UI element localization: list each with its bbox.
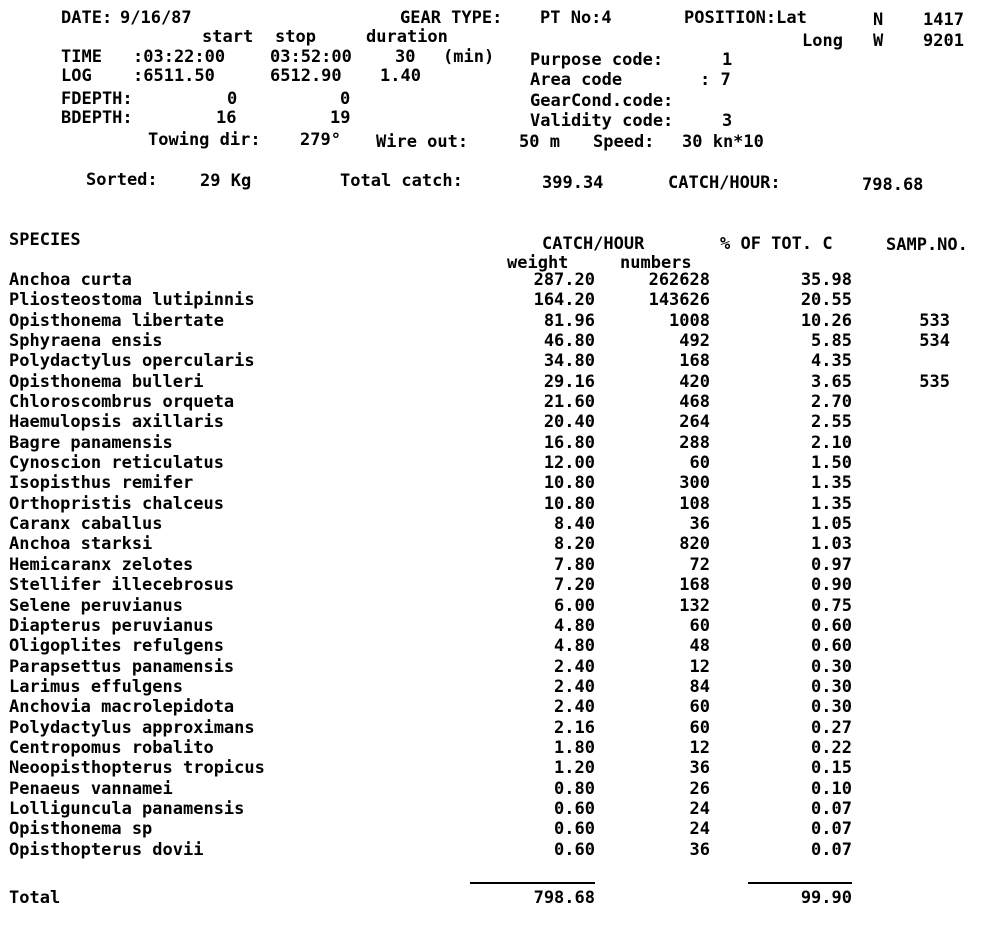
- date-value: 9/16/87: [120, 8, 192, 28]
- weight-value: 0.60: [554, 839, 595, 860]
- weight-value: 21.60: [543, 392, 595, 413]
- log-start: :6511.50: [133, 66, 215, 86]
- sorted-value: 29 Kg: [200, 171, 252, 191]
- percent-value: 0.97: [811, 554, 852, 575]
- time-duration: 30: [395, 47, 416, 67]
- weight-value: 8.40: [554, 514, 595, 535]
- species-name: Opisthonema libertate: [9, 310, 224, 331]
- percent-value: 3.65: [811, 371, 852, 392]
- numbers-value: 60: [689, 697, 710, 718]
- catch-per-hour-column-header: CATCH/HOUR: [542, 234, 645, 254]
- percent-value: 0.90: [811, 575, 852, 596]
- sample-number-value: [890, 514, 950, 534]
- percent-value: 2.55: [811, 412, 852, 433]
- numbers-value: 24: [689, 798, 710, 819]
- sample-number-value: 535: [919, 371, 950, 392]
- numbers-value: 300: [679, 473, 710, 494]
- area-code-label: Area code: [530, 70, 623, 90]
- gear-type-label: GEAR TYPE:: [400, 8, 503, 28]
- weight-value: 287.20: [533, 270, 595, 290]
- species-name: Selene peruvianus: [9, 595, 183, 616]
- numbers-value: 420: [679, 371, 710, 392]
- log-label: LOG: [61, 66, 92, 86]
- log-duration: 1.40: [380, 66, 421, 86]
- species-name: Orthopristis chalceus: [9, 493, 224, 514]
- sample-number-value: [890, 473, 950, 493]
- species-name: Caranx caballus: [9, 514, 163, 535]
- sample-number-value: [890, 596, 950, 616]
- numbers-value: 12: [689, 737, 710, 758]
- position-label: POSITION:Lat: [684, 8, 807, 28]
- column-stop-label: stop: [275, 27, 316, 47]
- sample-number-column: [890, 270, 950, 860]
- numbers-value: 24: [689, 819, 710, 840]
- weight-value: 0.80: [554, 778, 595, 799]
- validity-code-value: 3: [722, 111, 733, 131]
- area-code-value: : 7: [700, 70, 731, 90]
- species-name: Lolliguncula panamensis: [9, 798, 245, 819]
- long-value: 9201: [923, 31, 964, 51]
- log-stop: 6512.90: [270, 66, 342, 86]
- weight-value: 4.80: [554, 615, 595, 636]
- species-name: Centropomus robalito: [9, 737, 214, 758]
- total-catch-label: Total catch:: [340, 171, 463, 191]
- weight-column-header: weight: [507, 253, 569, 273]
- sample-number-value: [890, 351, 950, 371]
- numbers-value: 36: [689, 514, 710, 535]
- percent-value: 5.85: [811, 331, 852, 352]
- weight-value: 2.16: [554, 717, 595, 738]
- sample-number-value: [890, 819, 950, 839]
- towing-direction-value: 279°: [300, 130, 341, 150]
- speed-value: 30 kn*10: [682, 132, 764, 152]
- percent-value: 4.35: [811, 351, 852, 372]
- percent-value: 0.15: [811, 758, 852, 779]
- numbers-value: 132: [679, 595, 710, 616]
- fdepth-start: 0: [227, 89, 238, 109]
- numbers-value: 60: [689, 453, 710, 474]
- sample-number-value: [890, 433, 950, 453]
- weight-value: 16.80: [543, 432, 595, 453]
- purpose-code-label: Purpose code:: [530, 50, 664, 70]
- sample-number-value: [890, 392, 950, 412]
- species-name: Neoopisthopterus tropicus: [9, 758, 265, 779]
- weight-value: 0.60: [554, 819, 595, 840]
- species-column-header: SPECIES: [9, 230, 81, 250]
- species-column: [9, 270, 429, 860]
- validity-code-label: Validity code:: [530, 111, 674, 131]
- percent-value: 35.98: [800, 270, 852, 290]
- species-name: Opisthopterus dovii: [9, 839, 204, 860]
- gear-condition-label: GearCond.code:: [530, 91, 674, 111]
- weight-value: 6.00: [554, 595, 595, 616]
- weight-value: 10.80: [543, 473, 595, 494]
- percent-value: 20.55: [800, 290, 852, 311]
- weight-value: 34.80: [543, 351, 595, 372]
- percent-value: 0.07: [811, 819, 852, 840]
- weight-value: 81.96: [543, 310, 595, 331]
- species-name: Chloroscombrus orqueta: [9, 392, 235, 413]
- species-name: Polydactylus approximans: [9, 717, 255, 738]
- weight-value: 7.20: [554, 575, 595, 596]
- numbers-value: 84: [689, 676, 710, 697]
- sample-number-value: [890, 270, 950, 290]
- sample-number-value: [890, 616, 950, 636]
- numbers-value: 108: [679, 493, 710, 514]
- species-name: Isopisthus remifer: [9, 473, 194, 494]
- total-label: Total: [9, 888, 61, 908]
- species-name: Anchovia macrolepidota: [9, 697, 235, 718]
- sample-number-value: [890, 290, 950, 310]
- sample-number-value: [890, 677, 950, 697]
- weight-value: 8.20: [554, 534, 595, 555]
- weight-value: 12.00: [543, 453, 595, 474]
- date-label: DATE:: [61, 8, 113, 28]
- numbers-value: 48: [689, 636, 710, 657]
- weight-value: 29.16: [543, 371, 595, 392]
- total-weight: 798.68: [533, 888, 595, 908]
- weight-value: 164.20: [533, 290, 595, 311]
- percent-value: 0.30: [811, 656, 852, 677]
- numbers-value: 26: [689, 778, 710, 799]
- numbers-value: 168: [679, 351, 710, 372]
- percent-value: 0.60: [811, 615, 852, 636]
- sample-number-value: [890, 758, 950, 778]
- percent-value: 0.07: [811, 798, 852, 819]
- column-start-label: start: [202, 27, 254, 47]
- sample-number-value: [890, 453, 950, 473]
- numbers-value: 36: [689, 839, 710, 860]
- species-name: Bagre panamensis: [9, 432, 173, 453]
- gear-type-value: PT No:4: [540, 8, 612, 28]
- sample-number-value: [890, 412, 950, 432]
- percent-value: 0.27: [811, 717, 852, 738]
- numbers-value: 492: [679, 331, 710, 352]
- total-percent: 99.90: [800, 888, 852, 908]
- column-duration-label: duration: [366, 27, 448, 47]
- percent-of-total-column-header: % OF TOT. C: [720, 234, 833, 254]
- percent-value: 1.35: [811, 493, 852, 514]
- sample-number-value: 534: [919, 331, 950, 352]
- percent-value: 1.05: [811, 514, 852, 535]
- catch-per-hour-value: 798.68: [862, 175, 924, 195]
- species-name: Oligoplites refulgens: [9, 636, 224, 657]
- long-label: Long: [802, 31, 843, 51]
- bdepth-stop: 19: [330, 108, 351, 128]
- percent-value: 0.60: [811, 636, 852, 657]
- percent-value: 0.07: [811, 839, 852, 860]
- species-name: Anchoa starksi: [9, 534, 153, 555]
- weight-value: 1.80: [554, 737, 595, 758]
- species-name: Pliosteostoma lutipinnis: [9, 290, 255, 311]
- bdepth-label: BDEPTH:: [61, 108, 133, 128]
- total-catch-value: 399.34: [542, 173, 604, 193]
- sample-number-value: [890, 718, 950, 738]
- sample-number-value: 533: [919, 310, 950, 331]
- numbers-value: 60: [689, 615, 710, 636]
- weight-value: 20.40: [543, 412, 595, 433]
- lat-hemisphere: N: [873, 10, 884, 30]
- sample-number-value: [890, 799, 950, 819]
- sample-number-value: [890, 555, 950, 575]
- sample-number-value: [890, 779, 950, 799]
- sample-number-column-header: SAMP.NO.: [886, 235, 968, 255]
- weight-value: 4.80: [554, 636, 595, 657]
- sample-number-value: [890, 657, 950, 677]
- numbers-value: 264: [679, 412, 710, 433]
- wire-out-value: 50 m: [519, 132, 560, 152]
- speed-label: Speed:: [593, 132, 655, 152]
- bdepth-start: 16: [216, 108, 237, 128]
- weight-value: 2.40: [554, 697, 595, 718]
- weight-value: 46.80: [543, 331, 595, 352]
- percent-value: 0.10: [811, 778, 852, 799]
- weight-column: [480, 270, 595, 860]
- percent-value: 0.75: [811, 595, 852, 616]
- time-start: :03:22:00: [133, 47, 226, 67]
- numbers-column-header: numbers: [620, 253, 692, 273]
- numbers-value: 1008: [669, 310, 710, 331]
- species-name: Polydactylus opercularis: [9, 351, 255, 372]
- percent-value: 0.30: [811, 697, 852, 718]
- sample-number-value: [890, 738, 950, 758]
- species-name: Anchoa curta: [9, 270, 132, 290]
- weight-total-rule: [470, 882, 595, 884]
- species-name: Hemicaranx zelotes: [9, 554, 194, 575]
- species-name: Diapterus peruvianus: [9, 615, 214, 636]
- percent-total-rule: [748, 882, 852, 884]
- towing-direction-label: Towing dir:: [148, 130, 261, 150]
- numbers-value: 168: [679, 575, 710, 596]
- lat-value: 1417: [923, 10, 964, 30]
- percent-value: 1.03: [811, 534, 852, 555]
- weight-value: 2.40: [554, 676, 595, 697]
- fdepth-label: FDEPTH:: [61, 89, 133, 109]
- species-name: Parapsettus panamensis: [9, 656, 235, 677]
- weight-value: 7.80: [554, 554, 595, 575]
- percent-value: 0.22: [811, 737, 852, 758]
- species-name: Cynoscion reticulatus: [9, 453, 224, 474]
- numbers-value: 12: [689, 656, 710, 677]
- numbers-value: 820: [679, 534, 710, 555]
- percent-value: 1.50: [811, 453, 852, 474]
- time-label: TIME: [61, 47, 102, 67]
- wire-out-label: Wire out:: [376, 132, 469, 152]
- species-name: Haemulopsis axillaris: [9, 412, 224, 433]
- sample-number-value: [890, 494, 950, 514]
- species-name: Sphyraena ensis: [9, 331, 163, 352]
- numbers-value: 72: [689, 554, 710, 575]
- numbers-value: 143626: [648, 290, 710, 311]
- sample-number-value: [890, 840, 950, 860]
- sample-number-value: [890, 636, 950, 656]
- purpose-code-value: 1: [722, 50, 733, 70]
- catch-per-hour-label: CATCH/HOUR:: [668, 173, 781, 193]
- percent-value: 1.35: [811, 473, 852, 494]
- sorted-label: Sorted:: [86, 170, 158, 190]
- species-name: Stellifer illecebrosus: [9, 575, 235, 596]
- fdepth-stop: 0: [340, 89, 351, 109]
- weight-value: 0.60: [554, 798, 595, 819]
- percent-value: 2.70: [811, 392, 852, 413]
- species-name: Opisthonema bulleri: [9, 371, 204, 392]
- weight-value: 10.80: [543, 493, 595, 514]
- long-hemisphere: W: [873, 31, 884, 51]
- percent-column: [740, 270, 852, 860]
- numbers-value: 262628: [648, 270, 710, 290]
- numbers-value: 288: [679, 432, 710, 453]
- numbers-value: 468: [679, 392, 710, 413]
- numbers-value: 36: [689, 758, 710, 779]
- species-name: Penaeus vannamei: [9, 778, 173, 799]
- weight-value: 1.20: [554, 758, 595, 779]
- numbers-value: 60: [689, 717, 710, 738]
- sample-number-value: [890, 697, 950, 717]
- sample-number-value: [890, 575, 950, 595]
- species-name: Opisthonema sp: [9, 819, 153, 840]
- species-name: Larimus effulgens: [9, 676, 183, 697]
- numbers-column: [600, 270, 710, 860]
- weight-value: 2.40: [554, 656, 595, 677]
- percent-value: 10.26: [800, 310, 852, 331]
- time-unit: (min): [443, 47, 495, 67]
- percent-value: 2.10: [811, 432, 852, 453]
- time-stop: 03:52:00: [270, 47, 352, 67]
- percent-value: 0.30: [811, 676, 852, 697]
- sample-number-value: [890, 534, 950, 554]
